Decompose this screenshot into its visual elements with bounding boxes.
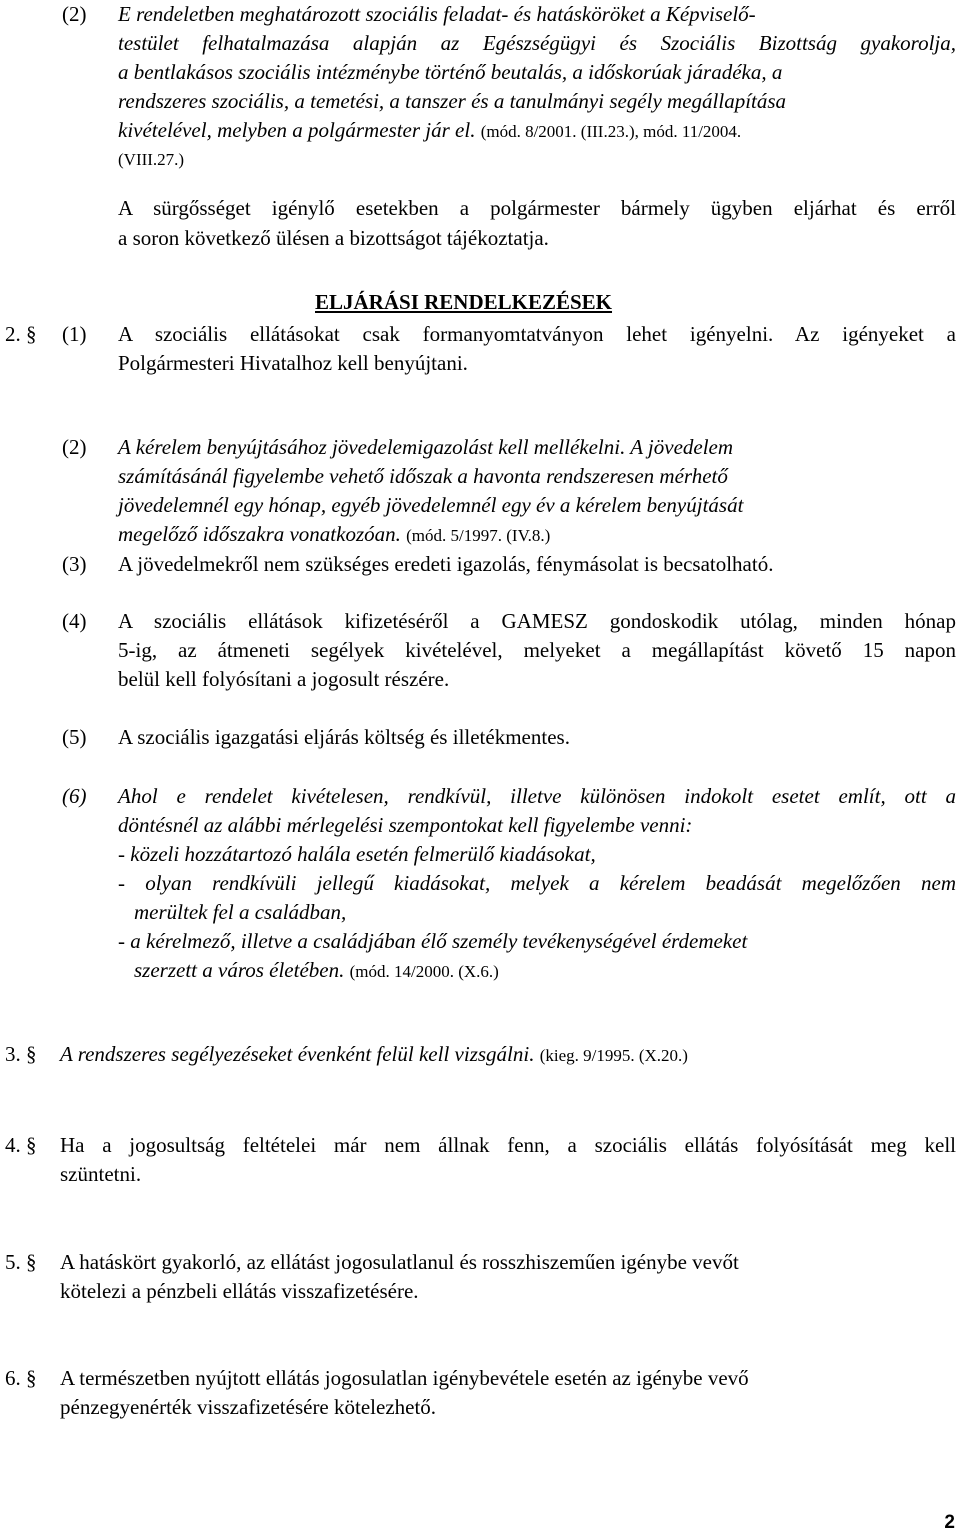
amendment-note: (mód. 8/2001. (III.23.), mód. 11/2004. <box>480 122 742 141</box>
text-line: pénzegyenérték visszafizetésére kötelezhető. <box>60 1395 437 1419</box>
text-line: Polgármesteri Hivatalhoz kell benyújtani. <box>118 351 468 375</box>
list-item: - olyan rendkívüli jellegű kiadásokat, melyek a kérelem beadását megelőzően nem <box>118 871 956 895</box>
text-line: A természetben nyújtott ellátás jogosulatlan igénybevétele esetén az igénybe vevő <box>60 1366 749 1390</box>
text-line <box>60 1040 688 1070</box>
text-line: E rendeletben meghatározott szociális feladat- és hatásköröket a Képviselő- <box>118 2 756 26</box>
text-line: A sürgősséget igénylő esetekben a polgármester bármely ügyben eljárhat és erről <box>118 196 956 220</box>
text-line: A hatáskört gyakorló, az ellátást jogosulatlanul és rosszhiszeműen igénybe vevőt <box>60 1250 739 1274</box>
amendment-note: (VIII.27.) <box>118 150 185 169</box>
section-number: 6. § <box>5 1366 37 1390</box>
text-line: szüntetni. <box>60 1162 142 1186</box>
amendment-note: (kieg. 9/1995. (X.20.) <box>539 1046 688 1065</box>
text-line: A kérelem benyújtásához jövedelemigazolást kell mellékelni. A jövedelem <box>118 435 734 459</box>
text-line: A szociális ellátások kifizetéséről a GAMESZ gondoskodik utólag, minden hónap <box>118 609 956 633</box>
list-item: - a kérelmező, illetve a családjában élő személy tevékenységével érdemeket <box>118 929 748 953</box>
text-line: 5-ig, az átmeneti segélyek kivételével, melyeket a megállapítást követő 15 napon <box>118 638 956 662</box>
text-line: Ahol e rendelet kivételesen, rendkívül, illetve különösen indokolt esetet említ, ott a <box>118 784 956 808</box>
section-heading: ELJÁRÁSI RENDELKEZÉSEK <box>315 290 613 314</box>
section-number: 4. § <box>5 1133 37 1157</box>
paragraph-number: (6) <box>62 784 87 808</box>
text-line: Ha a jogosultság feltételei már nem állnak fenn, a szociális ellátás folyósítását meg kell <box>60 1133 956 1157</box>
text-line: számításánál figyelembe vehető időszak a havonta rendszeresen mérhető <box>118 464 728 488</box>
text-line: A jövedelmekről nem szükséges eredeti igazolás, fénymásolat is becsatolható. <box>118 552 774 576</box>
page-number: 2 <box>944 1512 955 1533</box>
text-segment: megelőző időszakra vonatkozóan. <box>118 522 401 546</box>
text-segment: szerzett a város életében. <box>134 958 345 982</box>
paragraph-number: (5) <box>62 725 87 749</box>
paragraph-number: (2) <box>62 435 87 459</box>
list-item-continuation: merültek fel a családban, <box>134 900 347 924</box>
text-line: rendszeres szociális, a temetési, a tanszer és a tanulmányi segély megállapítása <box>118 89 787 113</box>
list-item-continuation <box>134 956 499 986</box>
paragraph-number: (3) <box>62 552 87 576</box>
section-number: 3. § <box>5 1042 37 1066</box>
text-segment: kivételével, melyben a polgármester jár el. <box>118 118 476 142</box>
amendment-note: (mód. 14/2000. (X.6.) <box>349 962 499 981</box>
text-line: a bentlakásos szociális intézménybe történő beutalás, a időskorúak járadéka, a <box>118 60 783 84</box>
paragraph-number: (1) <box>62 322 87 346</box>
text-line: testület felhatalmazása alapján az Egészségügyi és Szociális Bizottság gyakorolja, <box>118 31 956 55</box>
paragraph-number: (2) <box>62 2 87 26</box>
list-item: - közeli hozzátartozó halála esetén felmerülő kiadásokat, <box>118 842 596 866</box>
section-number: 5. § <box>5 1250 37 1274</box>
text-line: A szociális ellátásokat csak formanyomtatványon lehet igényelni. Az igényeket a <box>118 322 956 346</box>
text-line: kötelezi a pénzbeli ellátás visszafizetésére. <box>60 1279 419 1303</box>
text-line: jövedelemnél egy hónap, egyéb jövedelemnél egy év a kérelem benyújtását <box>118 493 744 517</box>
text-line: a soron következő ülésen a bizottságot tájékoztatja. <box>118 226 549 250</box>
amendment-note: (mód. 5/1997. (IV.8.) <box>406 526 551 545</box>
text-line: A szociális igazgatási eljárás költség és illetékmentes. <box>118 725 570 749</box>
text-segment: A rendszeres segélyezéseket évenként felül kell vizsgálni. <box>60 1042 535 1066</box>
section-number: 2. § <box>5 322 37 346</box>
text-line <box>118 116 741 146</box>
text-line <box>118 520 550 550</box>
paragraph-number: (4) <box>62 609 87 633</box>
text-line: belül kell folyósítani a jogosult részére. <box>118 667 450 691</box>
text-line: döntésnél az alábbi mérlegelési szempontokat kell figyelembe venni: <box>118 813 693 837</box>
